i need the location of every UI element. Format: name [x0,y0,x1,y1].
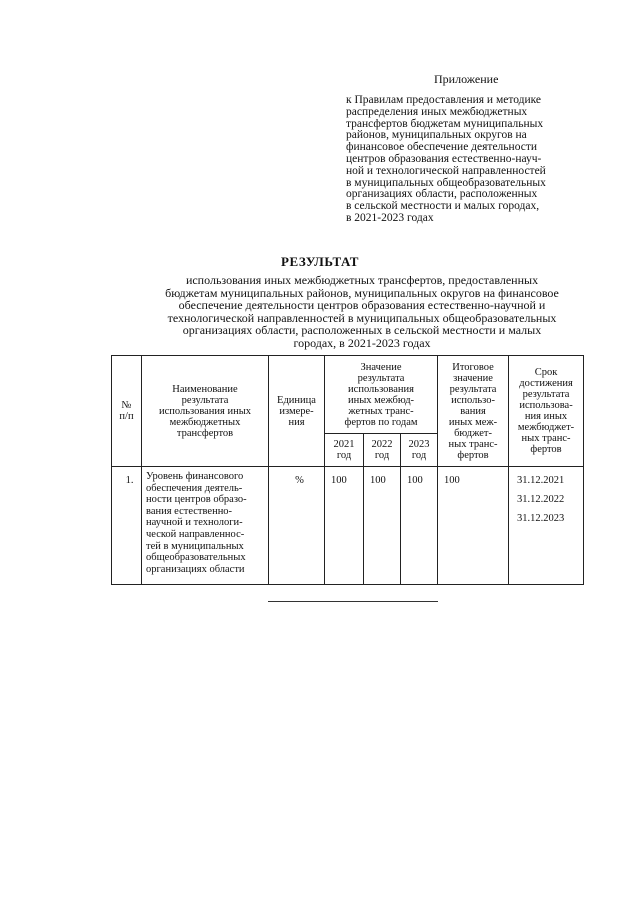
subtitle-line: организациях области, расположенных в сельской местности и малых [182,323,542,337]
header-num: № п/п [112,356,142,467]
results-table [111,355,584,585]
row-value-2022: 100 [364,467,401,585]
document-title: РЕЗУЛЬТАТ [281,254,359,269]
header-name: Наименование результата использования иных межбюджетных трансфертов [142,356,269,467]
appendix-line: к Правилам предоставления и методике [346,94,542,106]
row-total: 100 [438,467,509,585]
row-num: 1. [112,467,142,585]
header-total: Итоговое значение результата использо- вания иных меж- бюджет- ных транс- фертов [438,356,509,467]
appendix-line: организациях области, расположенных [346,188,538,201]
deadline-date: 31.12.2021 [517,475,565,486]
appendix-line: центров образования естественно-науч- [346,152,542,165]
row-name: Уровень финансового обеспечения деятель- ности центров образо- вания естественно- научной и технологи- ческой направленнос- тей в муниципальных общеобразовательных организациях области [142,467,269,585]
appendix-line: в сельской местности и малых городах, [346,200,540,213]
appendix-line: распределения иных межбюджетных [346,105,528,118]
subtitle-line: технологической направленностей в муниципальных общеобразовательных [167,310,557,325]
table-row [112,467,584,585]
appendix-line: ной и технологической направленностей [346,164,546,177]
header-year-2023: 2023 год [401,434,438,467]
subtitle-line: использования иных межбюджетных трансфертов, предоставленных [185,273,539,287]
header-unit: Единица измере- ния [269,356,325,467]
row-value-2023: 100 [401,467,438,585]
row-value-2021: 100 [325,467,364,585]
appendix-reference [346,95,606,225]
header-value-group: Значение результата использования иных межбюд- жетных транс- фертов по годам [325,356,438,434]
row-deadlines [509,467,584,585]
deadline-date: 31.12.2022 [517,494,565,505]
appendix-line: финансовое обеспечение деятельности [346,141,538,154]
appendix-line: районов, муниципальных округов на [346,129,527,142]
subtitle-line: городах, в 2021-2023 годах [293,335,431,350]
header-year-2022: 2022 год [364,434,401,467]
closing-rule [268,601,438,602]
header-deadline: Срок достижения результата использова- ния иных межбюджет- ных транс- фертов [509,356,584,467]
document-subtitle [116,274,608,349]
appendix-line: в 2021-2023 годах [346,211,434,224]
row-unit: % [269,467,325,585]
appendix-line: в муниципальных общеобразовательных [346,176,546,189]
subtitle-line: обеспечение деятельности центров образования естественно-научной и [178,298,546,312]
appendix-title: Приложение [434,72,499,86]
header-year-2021: 2021 год [325,434,364,467]
deadline-date: 31.12.2023 [517,513,565,524]
appendix-line: трансфертов бюджетам муниципальных [346,117,544,130]
subtitle-line: бюджетам муниципальных районов, муниципальных округов на финансовое [165,285,559,300]
